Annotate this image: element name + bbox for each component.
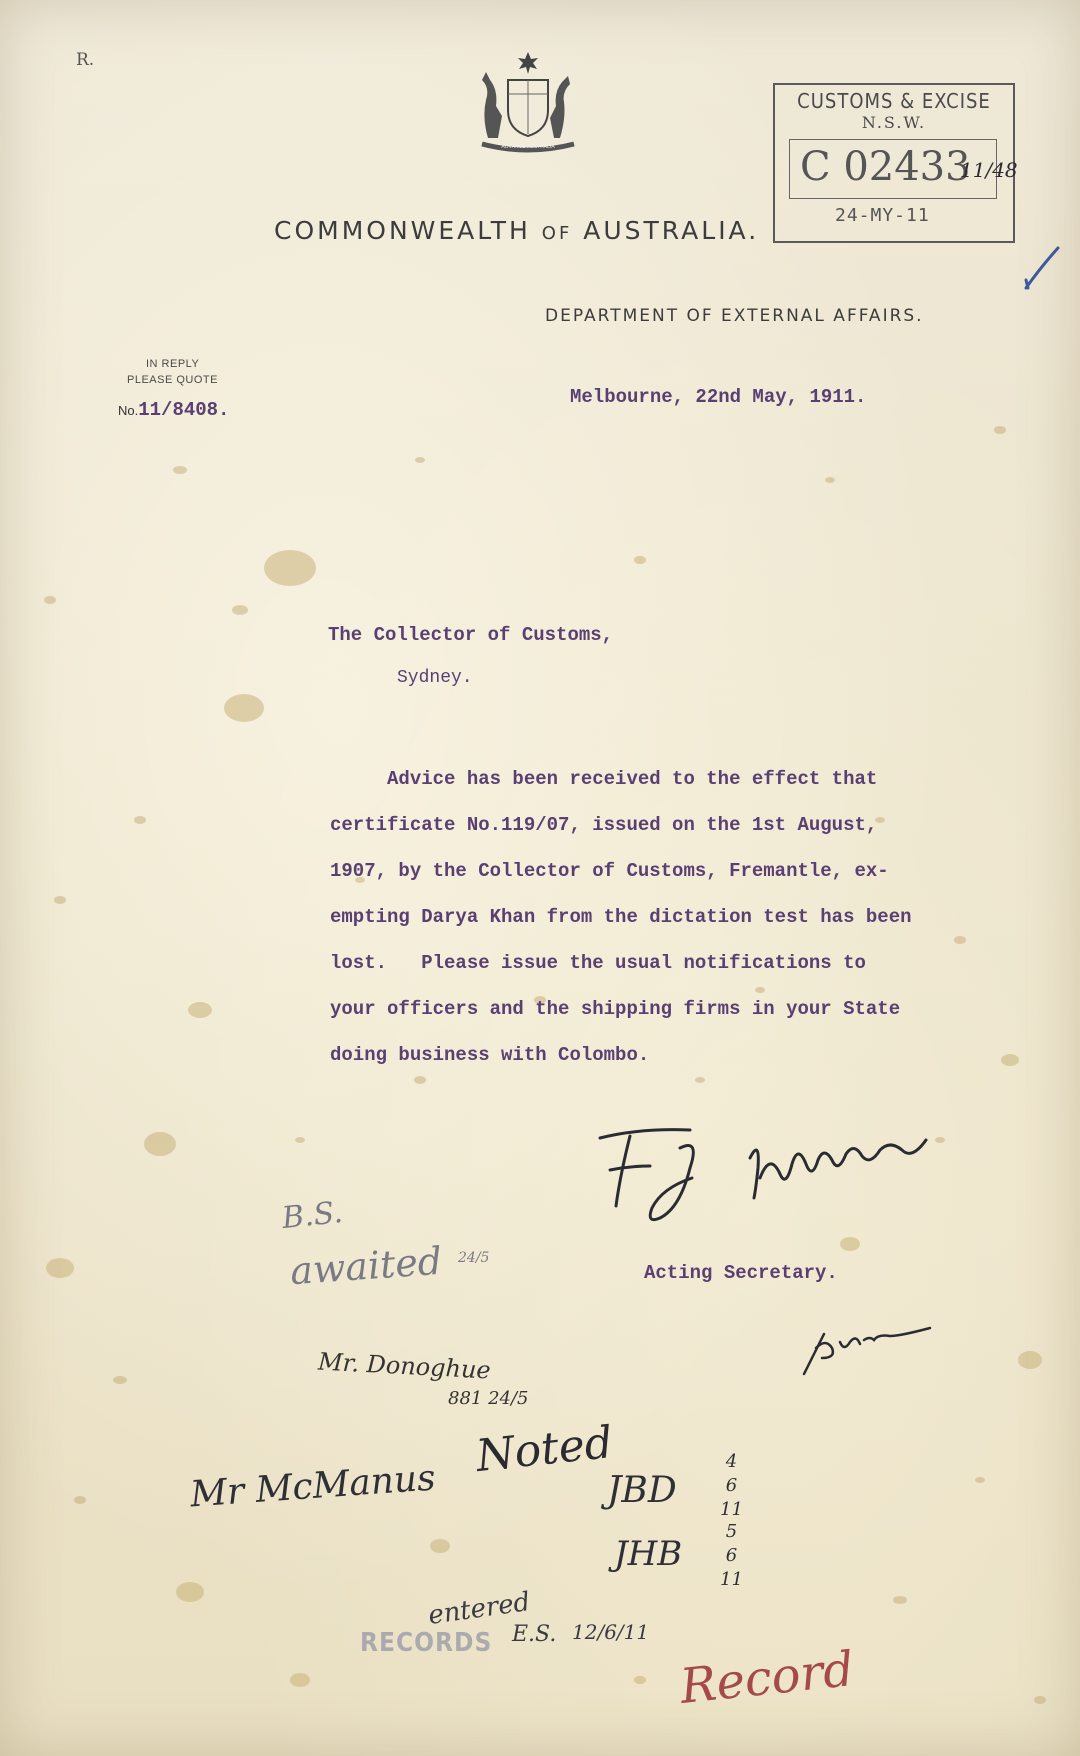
letterhead-heading	[274, 216, 759, 245]
reference-prefix: No.	[118, 403, 139, 418]
stamp-title: CUSTOMS & EXCISE	[797, 89, 991, 113]
annotation-awaited: awaited	[288, 1238, 444, 1294]
body-line: your officers and the shipping firms in your State	[330, 998, 901, 1020]
heading-of: OF	[541, 223, 573, 244]
annotation-date-2-month: 6	[725, 1545, 738, 1566]
annotation-record: Record	[677, 1641, 857, 1715]
corner-mark: R.	[76, 50, 95, 70]
body-line: Advice has been received to the effect that	[330, 768, 878, 790]
body-line: doing business with Colombo.	[330, 1044, 650, 1066]
addressee-name: The Collector of Customs,	[328, 624, 614, 646]
annotation-date-2-year: 11	[720, 1569, 743, 1590]
body-line: 1907, by the Collector of Customs, Fremantle, ex-	[330, 860, 889, 882]
tick-mark-icon	[1022, 244, 1062, 294]
addressee-city: Sydney.	[397, 668, 473, 688]
reply-label-1: IN REPLY	[146, 358, 200, 370]
annotation-date-2-day: 5	[725, 1521, 738, 1542]
reference-number	[118, 399, 229, 421]
signatory-title: Acting Secretary.	[644, 1262, 838, 1284]
annotation-awaited-date: 24/5	[458, 1250, 490, 1266]
coat-of-arms-icon	[448, 48, 608, 158]
customs-stamp	[773, 83, 1018, 243]
letter-body	[330, 756, 1060, 1078]
annotation-initials-2: JHB	[614, 1534, 683, 1574]
annotation-date-1-month: 6	[725, 1475, 738, 1496]
annotation-date-1	[720, 1450, 743, 1522]
stamp-number-box	[789, 139, 1018, 199]
heading-commonwealth: COMMONWEALTH	[274, 216, 542, 245]
body-line: lost. Please issue the usual notifications to	[330, 952, 866, 974]
svg-text:ADVANCE AUSTRALIA: ADVANCE AUSTRALIA	[501, 144, 555, 150]
annotation-bs: B.S.	[280, 1194, 345, 1237]
per-mark	[800, 1318, 940, 1378]
body-line: empting Darya Khan from the dictation test has been	[330, 906, 912, 928]
annotation-entered: entered	[426, 1587, 533, 1631]
letter-date: Melbourne, 22nd May, 1911.	[570, 386, 867, 408]
reference-value: 11/8408.	[138, 399, 230, 421]
department-name: DEPARTMENT OF EXTERNAL AFFAIRS.	[545, 306, 924, 326]
annotation-mr-mcmanus: Mr McManus	[188, 1457, 437, 1516]
body-line: certificate No.119/07, issued on the 1st August,	[330, 814, 878, 836]
heading-australia: AUSTRALIA.	[572, 216, 760, 245]
stamp-date: 24-MY-11	[835, 205, 930, 226]
annotation-date-2	[720, 1520, 743, 1592]
annotation-entered-date: 12/6/11	[572, 1620, 650, 1644]
annotation-mr-donoghue: Mr. Donoghue	[317, 1347, 492, 1385]
reply-label-2: PLEASE QUOTE	[127, 374, 218, 386]
handwritten-signature	[590, 1118, 990, 1228]
annotation-entered-initials: E.S.	[512, 1622, 557, 1647]
records-stamp: RECORDS	[360, 1628, 493, 1658]
annotation-date-1-year: 11	[720, 1499, 743, 1520]
annotation-ref: 881 24/5	[448, 1388, 529, 1409]
stamp-number: C 02433	[800, 144, 971, 190]
annotation-initials-1: JBD	[607, 1470, 677, 1511]
stamp-state: N.S.W.	[861, 113, 927, 132]
annotation-noted: Noted	[473, 1416, 616, 1483]
annotation-date-1-day: 4	[725, 1451, 738, 1472]
stamp-suffix: 11/48	[960, 158, 1018, 182]
